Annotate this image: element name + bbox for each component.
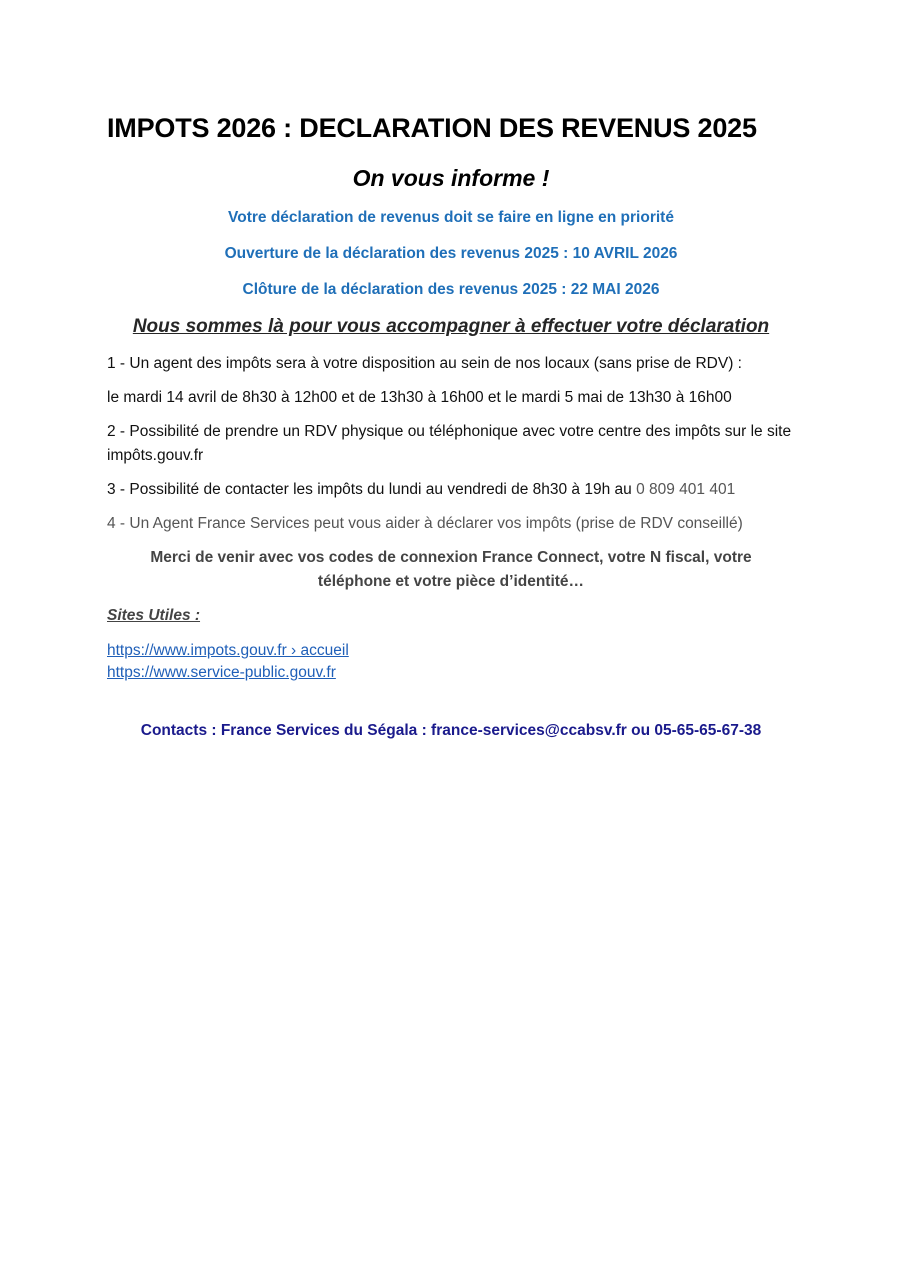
highlight-online-priority: Votre déclaration de revenus doit se faire en ligne en priorité [228,209,674,226]
useful-sites-label: Sites Utiles : [107,607,201,624]
item-3-phone: 0 809 401 401 [636,481,736,498]
item-3-text: 3 - Possibilité de contacter les impôts du lundi au vendredi de 8h30 à 19h au [107,481,637,498]
item-3 [107,478,795,502]
highlight-closing-date: Clôture de la déclaration des revenus 2025 : 22 MAI 2026 [242,281,660,298]
highlight-opening-date: Ouverture de la déclaration des revenus 2025 : 10 AVRIL 2026 [224,245,678,262]
useful-links [107,640,795,684]
link-service-public[interactable]: https://www.service-public.gouv.fr [107,664,336,681]
reminder-line-2: téléphone et votre pièce d’identité… [317,573,585,590]
reminder [107,546,795,594]
item-2: 2 - Possibilité de prendre un RDV physique ou téléphonique avec votre centre des impôts sur le site impôts.gouv.fr [107,423,792,464]
item-1: 1 - Un agent des impôts sera à votre disposition au sein de nos locaux (sans prise de RDV) : [107,355,742,372]
reminder-line-1: Merci de venir avec vos codes de connexion France Connect, votre N fiscal, votre [150,549,752,566]
support-heading: Nous sommes là pour vous accompagner à effectuer votre déclaration [132,316,770,337]
item-1-dates: le mardi 14 avril de 8h30 à 12h00 et de 13h30 à 16h00 et le mardi 5 mai de 13h30 à 16h00 [107,389,732,406]
document-page [107,108,795,742]
document-title: IMPOTS 2026 : DECLARATION DES REVENUS 2025 [107,113,757,143]
link-impots[interactable]: https://www.impots.gouv.fr › accueil [107,642,349,659]
document-subtitle: On vous informe ! [352,165,550,191]
contact-line: Contacts : France Services du Ségala : france-services@ccabsv.fr ou 05-65-65-67-38 [140,722,762,739]
item-4: 4 - Un Agent France Services peut vous aider à déclarer vos impôts (prise de RDV conseillé) [107,515,743,532]
